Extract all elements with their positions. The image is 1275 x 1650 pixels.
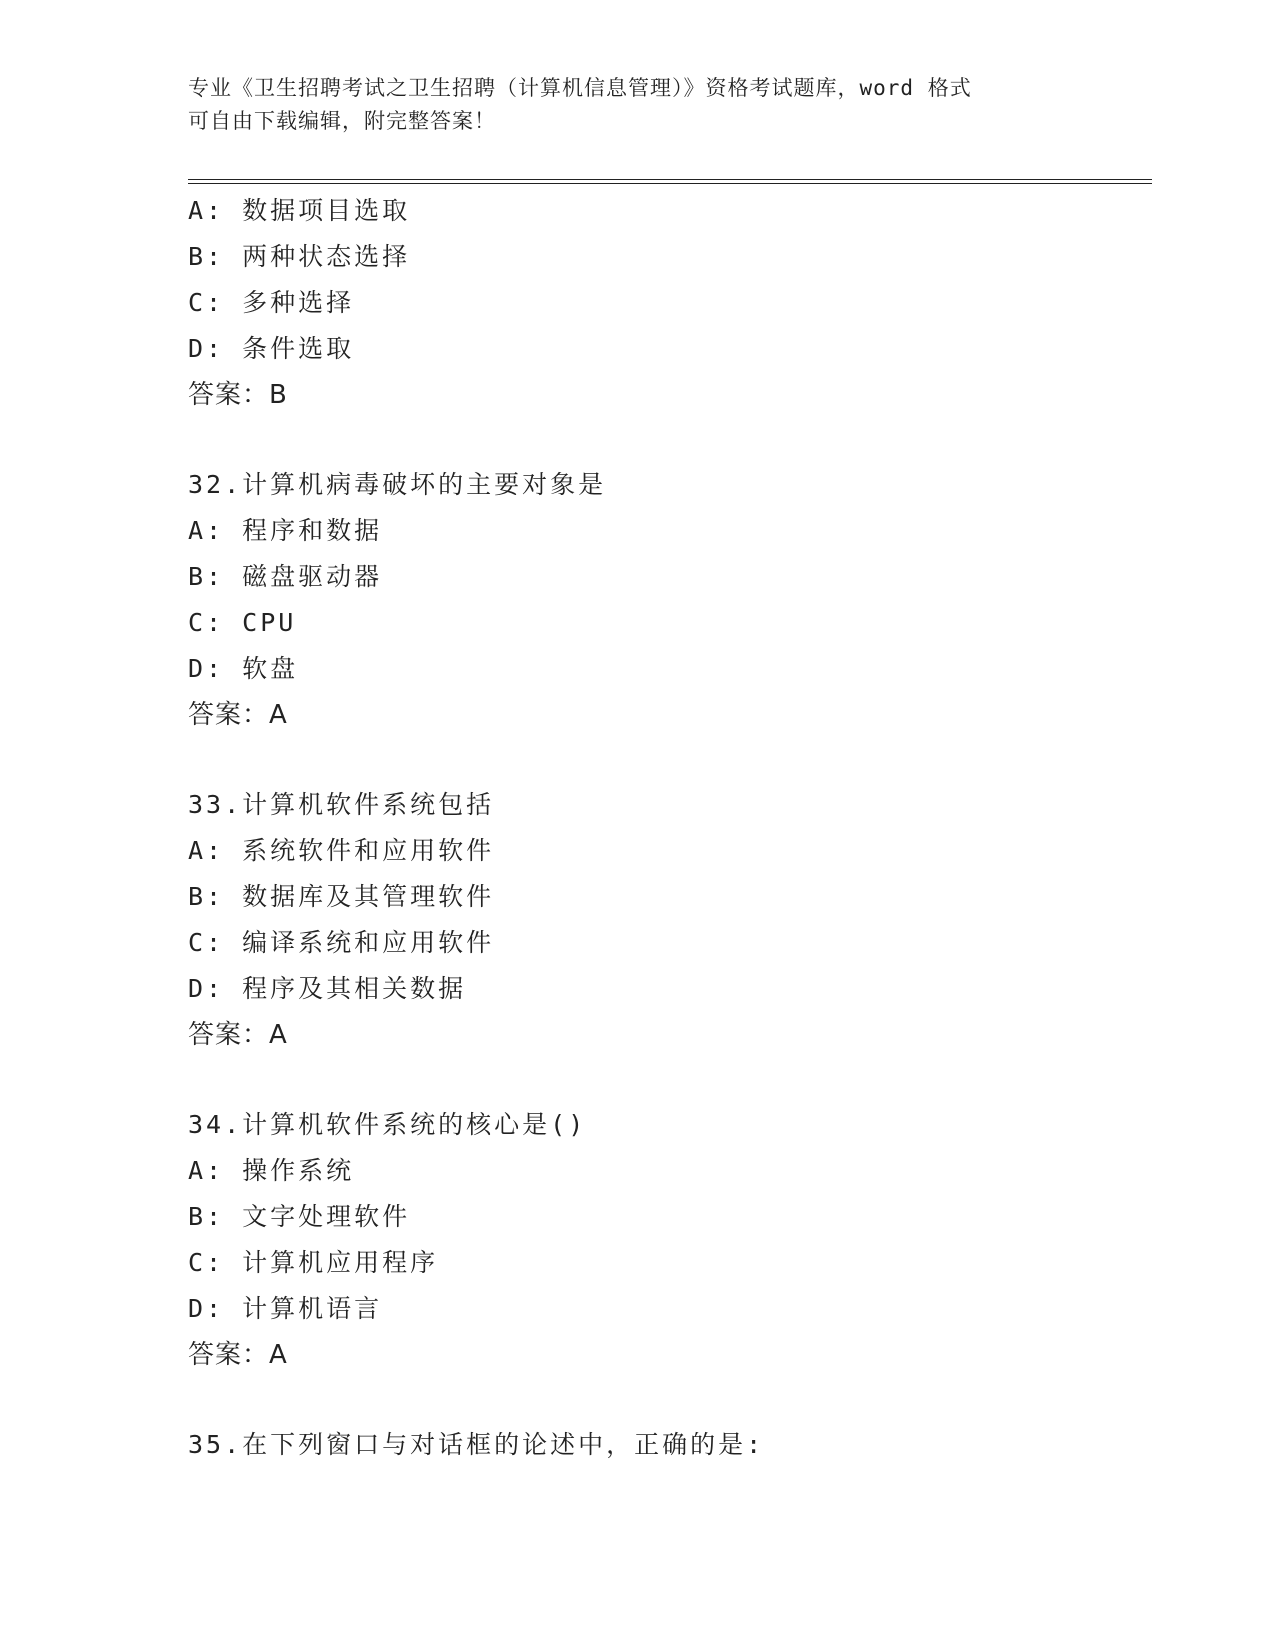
option-b: B: 数据库及其管理软件 [188, 882, 495, 911]
answer: 答案：B [188, 380, 288, 410]
option-d: D: 软盘 [188, 654, 299, 683]
option-a: A: 程序和数据 [188, 516, 383, 545]
option-c: C: CPU [188, 608, 297, 637]
answer: 答案：A [188, 1020, 288, 1050]
option-d: D: 条件选取 [188, 334, 355, 363]
option-a: A: 数据项目选取 [188, 196, 411, 225]
question-title: 34.计算机软件系统的核心是() [188, 1110, 587, 1139]
question-31-continued [188, 188, 1152, 418]
header-divider-top [188, 179, 1152, 180]
question-32 [188, 462, 1152, 738]
option-b: B: 两种状态选择 [188, 242, 411, 271]
option-a: A: 系统软件和应用软件 [188, 836, 495, 865]
question-title: 35.在下列窗口与对话框的论述中，正确的是: [188, 1430, 765, 1459]
option-b: B: 文字处理软件 [188, 1202, 411, 1231]
answer: 答案：A [188, 700, 288, 730]
header-line-1: 专业《卫生招聘考试之卫生招聘（计算机信息管理）》资格考试题库，word 格式 [188, 76, 972, 100]
header-line-2: 可自由下载编辑，附完整答案！ [188, 109, 496, 133]
option-d: D: 计算机语言 [188, 1294, 383, 1323]
answer: 答案：A [188, 1340, 288, 1370]
question-33 [188, 782, 1152, 1058]
question-title: 32.计算机病毒破坏的主要对象是 [188, 470, 607, 499]
question-title: 33.计算机软件系统包括 [188, 790, 495, 819]
option-a: A: 操作系统 [188, 1156, 355, 1185]
option-c: C: 计算机应用程序 [188, 1248, 439, 1277]
option-c: C: 编译系统和应用软件 [188, 928, 495, 957]
header-divider-bottom [188, 183, 1152, 184]
option-d: D: 程序及其相关数据 [188, 974, 467, 1003]
question-list [188, 188, 1152, 1468]
document-header [188, 72, 1088, 138]
option-c: C: 多种选择 [188, 288, 355, 317]
option-b: B: 磁盘驱动器 [188, 562, 383, 591]
question-35 [188, 1422, 1152, 1468]
question-34 [188, 1102, 1152, 1378]
